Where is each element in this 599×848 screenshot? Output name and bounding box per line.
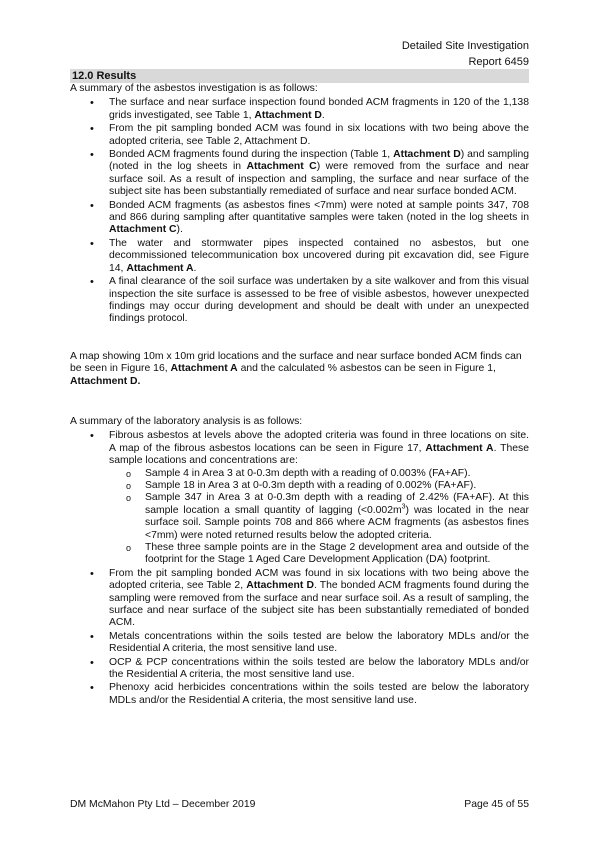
map-paragraph: A map showing 10m x 10m grid locations and the surface and near surface bonded ACM finds can be seen in Figure 16, Attachment A and the calculated % asbestos can be seen in Figure 1, Attachment D. xyxy=(70,350,522,387)
sublist-item: o Sample 347 in Area 3 at 0-0.3m depth with a reading of 2.42% (FA+AF). At this sample location a small quantity of lagging $(<0.002m^3)$ was located in the near surface soil. Sample points 708 and 866 where ACM fragments (as asbestos fines <7mm) were noted returned results below the adopted criteria. xyxy=(109,492,529,542)
sample-sublist xyxy=(109,468,529,567)
list-item: • OCP & PCP concentrations within the soils tested are below the laboratory MDLs and/or the Residential A criteria, the most sensitive land use. xyxy=(70,657,529,682)
footer-company-date: DM McMahon Pty Ltd – December 2019 xyxy=(70,799,256,810)
list-item: • From the pit sampling bonded ACM was found in six locations with two being above the adopted criteria, see Table 2, Attachment D. xyxy=(70,123,529,148)
sublist-item: o Sample 4 in Area 3 at 0-0.3m depth with a reading of 0.003% (FA+AF). xyxy=(109,468,529,480)
list-item: • The surface and near surface inspection found bonded ACM fragments in 120 of the 1,138 grids investigated, see Table 1, Attachment D. xyxy=(70,97,529,122)
footer-page-number: Page 45 of 55 xyxy=(464,799,529,810)
list-item: • Fibrous asbestos at levels above the adopted criteria was found in three locations on site. A map of the fibrous asbestos locations can be seen in Figure 17, Attachment A. These sample locations and concentrations are: o Sample 4 in Area 3 at 0-0.3m depth with a reading of 0.003% (FA+AF). o Sample 18 in Area 3 at 0-0.3m depth with a reading of 0.002% (FA+AF). o Sample 347 in Area 3 at 0-0.3m depth with a reading of 2.42% (FA+AF). At this sample location a small quantity of lagging $(<0.002m^3)$ was located in the near surface soil. Sample points 708 and 866 where ACM fragments (as asbestos fines <7mm) were noted returned results below the adopted criteria. o These three sample points are in the Stage 2 development area and outside of the footprint for the Stage 1 Aged Care Development Application (DA) footprint. xyxy=(70,430,529,566)
sublist-item: o Sample 18 in Area 3 at 0-0.3m depth with a reading of 0.002% (FA+AF). xyxy=(109,480,529,492)
asbestos-summary-intro: A summary of the asbestos investigation is as follows: xyxy=(70,83,318,94)
lab-summary-list xyxy=(70,430,529,707)
asbestos-summary-list xyxy=(70,97,529,325)
page-footer xyxy=(70,799,529,810)
page-header xyxy=(402,38,529,70)
results-section xyxy=(70,69,529,708)
list-item: • Bonded ACM fragments found during the inspection (Table 1, Attachment D) and sampling (noted in the log sheets in Attachment C) were removed from the surface and near surface soil. As a result of inspection and sampling, the surface and near surface of the subject site has been substantially remediated of surface and near surface bonded ACM. xyxy=(70,149,529,199)
header-title: Detailed Site Investigation xyxy=(401,40,529,52)
lab-summary-intro: A summary of the laboratory analysis is as follows: xyxy=(70,415,303,427)
sublist-item: o These three sample points are in the Stage 2 development area and outside of the footprint for the Stage 1 Aged Care Development Application (DA) footprint. xyxy=(109,542,529,567)
list-item: • Phenoxy acid herbicides concentrations within the soils tested are below the laboratory MDLs and/or the Residential A criteria, the most sensitive land use. xyxy=(70,682,529,707)
list-item: • Bonded ACM fragments (as asbestos fines <7mm) were noted at sample points 347, 708 and 866 during sampling after quantitative samples were taken (noted in the log sheets in Attachment C). xyxy=(70,200,529,237)
list-item: • A final clearance of the soil surface was undertaken by a site walkover and from this visual inspection the site surface is assessed to be free of visible asbestos, however unexpected findings may occur during development and should be dealt with under an unexpected findings protocol. xyxy=(70,276,529,326)
list-item: • From the pit sampling bonded ACM was found in six locations with two being above the adopted criteria, see Table 2, Attachment D. The bonded ACM fragments found during the sampling were removed from the surface and near surface soil. As a result of sampling, the surface and near surface of the subject site has been substantially remediated of bonded ACM. xyxy=(70,568,529,630)
list-item: • Metals concentrations within the soils tested are below the laboratory MDLs and/or the Residential A criteria, the most sensitive land use. xyxy=(70,631,529,656)
list-item: • The water and stormwater pipes inspected contained no asbestos, but one decommissioned telecommunication box uncovered during pit excavation did, see Figure 14, Attachment A. xyxy=(70,238,529,275)
section-title: 12.0 Results xyxy=(70,69,529,83)
header-report-number: Report 6459 xyxy=(468,56,529,68)
